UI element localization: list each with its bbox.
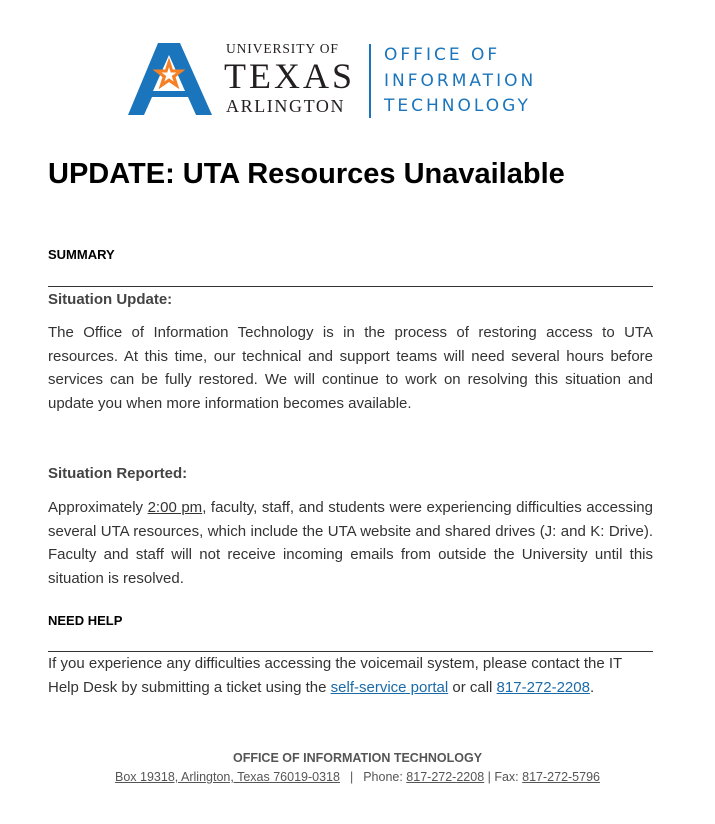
footer-separator: | — [349, 770, 354, 784]
footer-phone-link[interactable]: 817-272-2208 — [406, 770, 485, 784]
situation-reported-body — [48, 496, 653, 590]
footer-fax-link[interactable]: 817-272-5796 — [522, 770, 600, 784]
page-title: UPDATE: UTA Resources Unavailable — [48, 158, 565, 190]
footer-address-link[interactable]: Box 19318, Arlington, Texas 76019-0318 — [115, 770, 340, 784]
help-text-mid: or call — [448, 678, 497, 696]
texas-text: TEXAS — [224, 56, 355, 96]
oit-line-1: OFFICE OF — [384, 45, 501, 65]
summary-label: SUMMARY — [48, 247, 115, 262]
need-help-body — [48, 652, 653, 699]
situation-update-body: The Office of Information Technology is in the process of restoring access to UTA resources. At this time, our technical and support teams will need several hours before services can be fully restored. We will continue to work on resolving this situation and update you when more information becomes available. — [48, 324, 653, 412]
arlington-text: ARLINGTON — [226, 96, 346, 116]
summary-divider — [48, 286, 653, 287]
footer-phone-label: Phone: — [363, 770, 407, 784]
help-text-pre: If you experience any difficulties accessing the voicemail system, please contact the IT Help Desk by submitting a ticket using the — [48, 655, 622, 696]
oit-wordmark — [384, 43, 536, 120]
footer-contact-line — [0, 770, 715, 784]
reported-text-pre: Approximately — [48, 499, 148, 516]
help-text-post: . — [589, 678, 595, 696]
footer-title: OFFICE OF INFORMATION TECHNOLOGY — [232, 751, 483, 765]
footer-fax-label: | Fax: — [484, 770, 523, 784]
uta-oit-logo — [128, 40, 588, 120]
logo-divider — [369, 44, 371, 118]
reported-time: 2:00 pm — [147, 499, 203, 516]
reported-text-post: , faculty, staff, and students were experiencing difficulties accessing several UTA resources, which include the UTA website and shared drives (J: and K: Drive). Faculty and staff will not receive incoming emails from outside the University until this situation is resolved. — [48, 499, 653, 587]
university-of-text: UNIVERSITY OF — [226, 41, 339, 56]
oit-line-2: INFORMATION — [384, 70, 537, 91]
help-desk-phone-link[interactable]: 817-272-2208 — [496, 678, 590, 696]
need-help-label: NEED HELP — [48, 613, 123, 628]
uta-a-star-logo-icon — [128, 43, 212, 115]
oit-line-3: TECHNOLOGY — [384, 96, 531, 116]
self-service-portal-link[interactable]: self-service portal — [330, 678, 449, 696]
situation-update-heading: Situation Update: — [48, 291, 173, 308]
situation-reported-heading: Situation Reported: — [48, 465, 188, 482]
